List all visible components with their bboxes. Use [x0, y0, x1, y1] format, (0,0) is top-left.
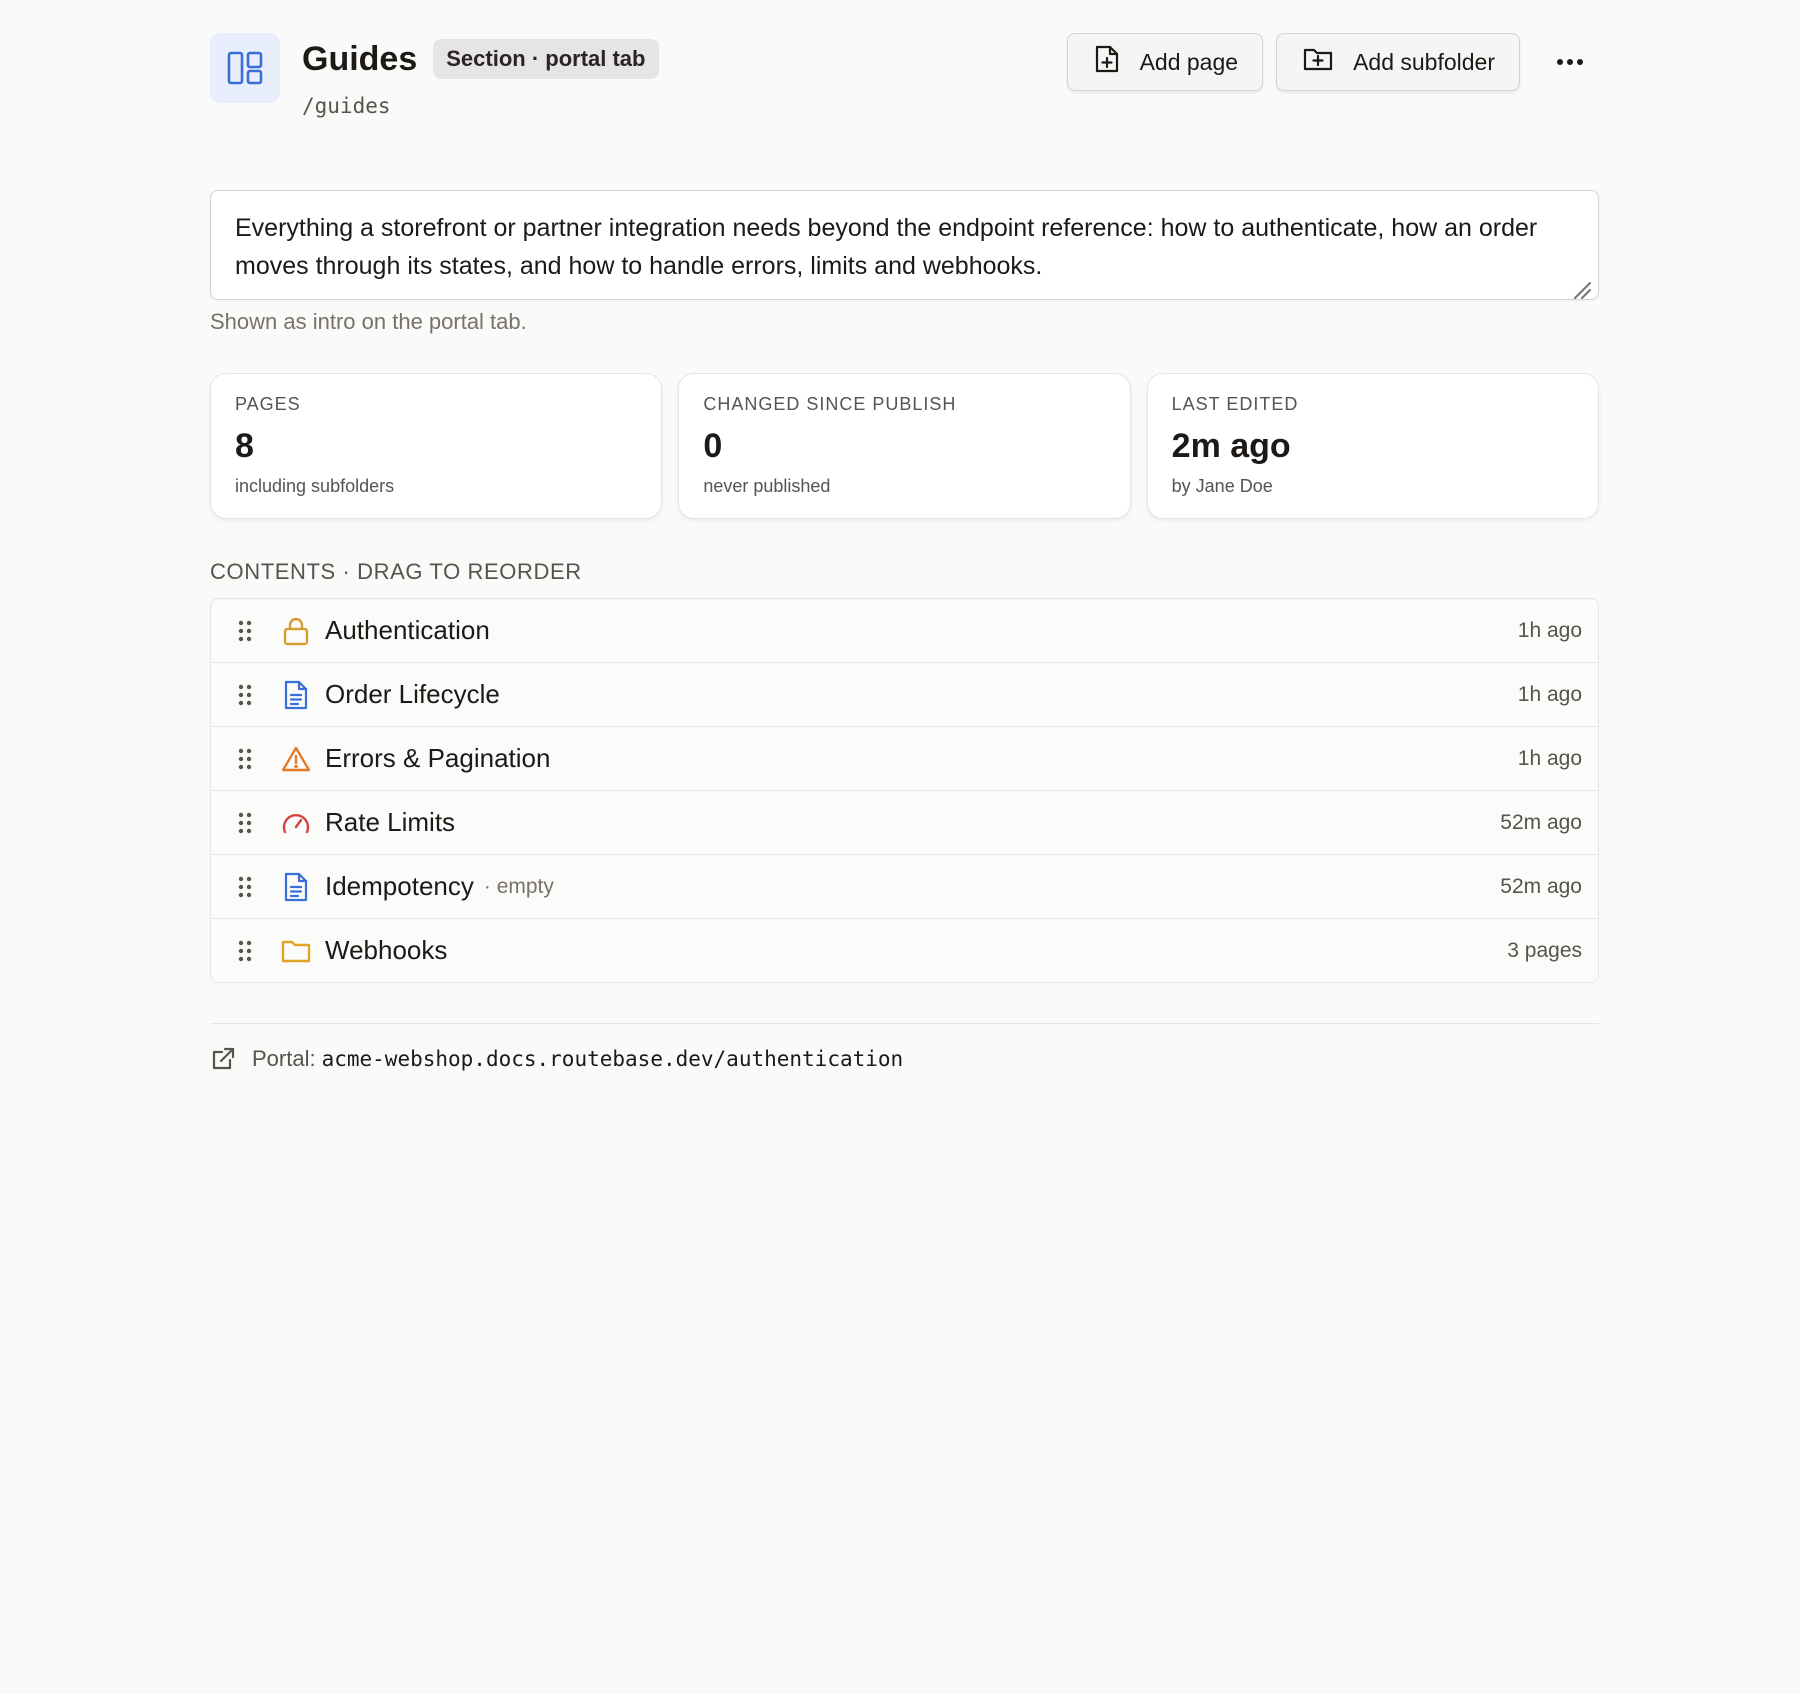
item-meta: 1h ago — [1517, 618, 1582, 642]
list-item[interactable] — [211, 790, 1598, 854]
drag-handle-icon[interactable] — [237, 620, 253, 642]
layout-icon — [210, 33, 280, 103]
drag-handle-icon[interactable] — [237, 876, 253, 898]
folder-icon — [281, 936, 311, 966]
stat-card-pages — [210, 373, 662, 519]
portal-label: Portal: — [252, 1046, 316, 1071]
item-title: Rate Limits — [325, 807, 456, 837]
contents-heading: CONTENTS · DRAG TO REORDER — [210, 559, 582, 584]
gauge-icon — [281, 808, 311, 838]
stat-value: 0 — [703, 427, 723, 465]
section-type-badge: Section · portal tab — [433, 39, 658, 79]
add-subfolder-button[interactable] — [1276, 33, 1520, 91]
add-subfolder-label: Add subfolder — [1353, 48, 1495, 75]
stat-label: PAGES — [235, 394, 301, 414]
item-meta: 1h ago — [1517, 746, 1582, 770]
section-path: /guides — [302, 94, 391, 118]
item-note: · empty — [483, 874, 554, 898]
item-meta: 52m ago — [1500, 810, 1582, 834]
header-actions — [1067, 33, 1599, 91]
title-row — [302, 32, 659, 86]
stat-subtext: including subfolders — [235, 476, 395, 496]
stat-label: LAST EDITED — [1171, 394, 1299, 414]
stat-card-changed — [678, 373, 1130, 519]
item-title: Idempotency — [325, 871, 474, 901]
item-meta: 52m ago — [1500, 874, 1582, 898]
item-title: Order Lifecycle — [325, 679, 500, 709]
more-horizontal-icon — [1556, 53, 1584, 71]
stats-row — [210, 373, 1599, 519]
drag-handle-icon[interactable] — [237, 684, 253, 706]
footer-divider — [210, 1023, 1599, 1024]
section-header — [210, 32, 1599, 132]
file-plus-icon — [1094, 44, 1120, 80]
list-item[interactable] — [211, 726, 1598, 790]
stat-value: 8 — [235, 427, 254, 465]
folder-plus-icon — [1303, 46, 1333, 78]
more-options-button[interactable] — [1541, 33, 1599, 91]
stat-value: 2m ago — [1171, 427, 1291, 465]
stat-subtext: by Jane Doe — [1171, 476, 1273, 496]
drag-handle-icon[interactable] — [237, 812, 253, 834]
list-item[interactable] — [211, 918, 1598, 982]
item-title: Webhooks — [325, 935, 448, 965]
lock-icon — [281, 616, 311, 646]
document-icon — [281, 872, 311, 902]
external-link-icon — [210, 1046, 236, 1072]
list-item[interactable] — [211, 854, 1598, 918]
resize-handle-icon[interactable] — [1572, 273, 1592, 293]
section-description-textarea[interactable] — [210, 190, 1599, 300]
section-description-text: Everything a storefront or partner integration needs beyond the endpoint reference: how to authenticate, how an order moves through its states, and how to handle errors, limits and webhooks. — [235, 214, 1538, 280]
portal-link[interactable] — [210, 1046, 1599, 1072]
drag-handle-icon[interactable] — [237, 940, 253, 962]
add-page-button[interactable] — [1067, 33, 1263, 91]
item-meta: 1h ago — [1517, 682, 1582, 706]
section-editor — [210, 32, 1599, 1072]
stat-subtext: never published — [703, 476, 831, 496]
stat-card-last-edited — [1147, 373, 1599, 519]
list-item[interactable] — [211, 662, 1598, 726]
add-page-label: Add page — [1139, 48, 1239, 75]
document-icon — [281, 680, 311, 710]
drag-handle-icon[interactable] — [237, 748, 253, 770]
warning-icon — [281, 744, 311, 774]
list-item[interactable] — [211, 599, 1598, 662]
page-title: Guides — [302, 40, 418, 78]
portal-url[interactable]: acme-webshop.docs.routebase.dev/authentication — [321, 1047, 904, 1071]
item-title: Authentication — [325, 615, 490, 645]
description-hint: Shown as intro on the portal tab. — [210, 309, 527, 334]
item-meta: 3 pages — [1507, 938, 1582, 962]
item-title: Errors & Pagination — [325, 743, 551, 773]
contents-list — [210, 598, 1599, 983]
title-block — [302, 32, 659, 118]
stat-label: CHANGED SINCE PUBLISH — [703, 394, 957, 414]
